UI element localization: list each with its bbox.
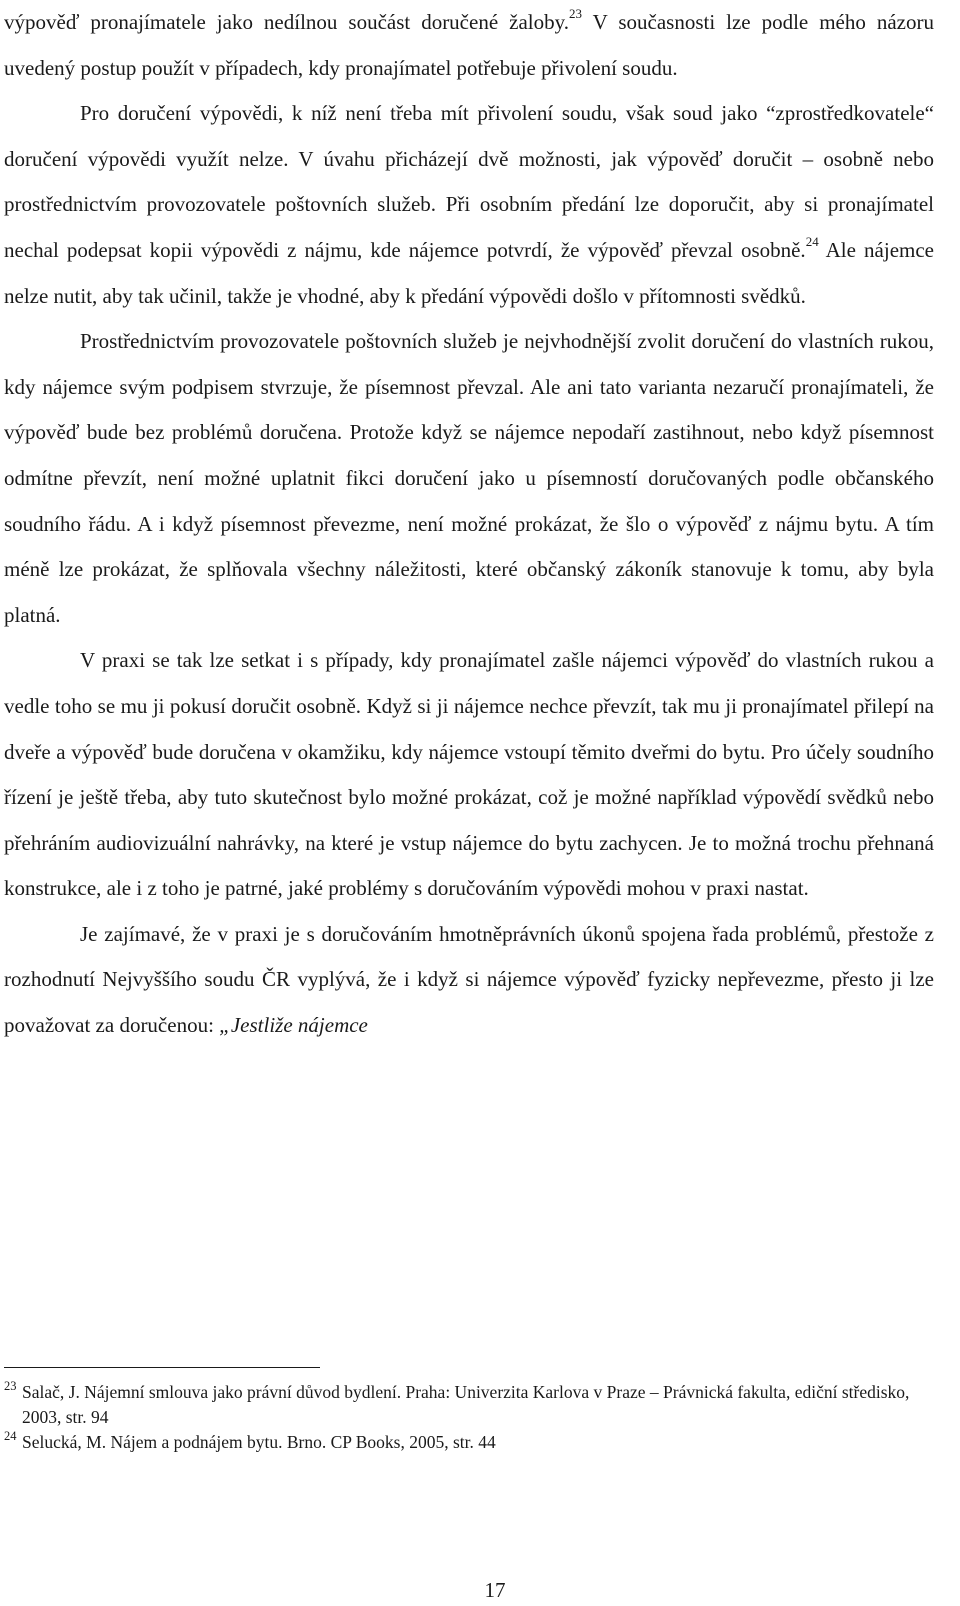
footnote-ref-23[interactable]: 23: [568, 6, 582, 21]
paragraph-3-text: Prostřednictvím provozovatele poštovních služeb je nejvhodnější zvolit doručení do vlastních rukou, kdy nájemce svým podpisem stvrzuje, že písemnost převzal. Ale ani tato varianta nezaručí pronajímateli, že výpověď bude bez problémů doručena. Protože když se nájemce nepodaří zastihnout, nebo když písemnost odmítne převzít, není možné uplatnit fikci doručení jako u písemností doručovaných podle občanského soudního řádu. A i když písemnost převezme, není možné prokázat, že šlo o výpověď z nájmu bytu. A tím méně lze prokázat, že splňovala všechny náležitosti, které občanský zákoník stanovuje k tomu, aby byla platná.: [4, 329, 934, 627]
footnote-24: [4, 1430, 934, 1455]
paragraph-1-text: výpověď pronajímatele jako nedílnou součást doručené žaloby.: [4, 10, 569, 34]
paragraph-5-text: Je zajímavé, že v praxi je s doručováním hmotněprávních úkonů spojena řada problémů, přestože z rozhodnutí Nejvyššího soudu ČR vyplývá, že i když si nájemce výpověď fyzicky nepřevezme, přesto ji lze považovat za doručenou:: [4, 921, 934, 1038]
paragraph-2-text-cont: Ale nájemce nelze nutit, aby tak učinil, takže je vhodné, aby k předání výpovědi došlo v přítomnosti svědků.: [4, 237, 934, 308]
footnotes: [4, 1380, 934, 1455]
footnote-23: [4, 1380, 934, 1430]
footnote-number: 23: [4, 1379, 17, 1393]
page-number: 17: [484, 1578, 506, 1602]
footnote-separator: [4, 1367, 320, 1368]
paragraph-5-quote: „Jestliže nájemce: [219, 1013, 368, 1038]
paragraph-4: [4, 638, 934, 912]
footnote-ref-24[interactable]: 24: [805, 233, 819, 249]
paragraph-2: [4, 91, 934, 319]
paragraph-4-text: V praxi se tak lze setkat i s případy, kdy pronajímatel zašle nájemci výpověď do vlastních rukou a vedle toho se mu ji pokusí doručit osobně. Když si ji nájemce nechce převzít, tak mu ji pronajímatel přilepí na dveře a výpověď bude doručena v okamžiku, kdy nájemce vstoupí těmito dveřmi do bytu. Pro účely soudního řízení je ještě třeba, aby tuto skutečnost bylo možné prokázat, což je možné například výpovědí svědků nebo přehráním audiovizuální nahrávky, na které je vstup nájemce do bytu zachycen. Je to možná trochu přehnaná konstrukce, ale i z toho je patrné, jaké problémy s doručováním výpovědi mohou v praxi nastat.: [4, 648, 934, 901]
footnote-text: Salač, J. Nájemní smlouva jako právní důvod bydlení. Praha: Univerzita Karlova v Praze – Právnická fakulta, ediční středisko, 2003, str. 94: [22, 1382, 910, 1427]
footnote-text: Selucká, M. Nájem a podnájem bytu. Brno. CP Books, 2005, str. 44: [22, 1432, 496, 1452]
body-text: [4, 0, 934, 1049]
paragraph-5: [4, 912, 934, 1049]
paragraph-3: [4, 319, 934, 638]
footnote-number: 24: [4, 1429, 17, 1443]
paragraph-1: [4, 0, 934, 91]
paragraph-2-text: Pro doručení výpovědi, k níž není třeba mít přivolení soudu, však soud jako “zprostředkovatele“ doručení výpovědi využít nelze. V úvahu přicházejí dvě možnosti, jak výpověď doručit – osobně nebo prostřednictvím provozovatele poštovních služeb. Při osobním předání lze doporučit, aby si pronajímatel nechal podepsat kopii výpovědi z nájmu, kde nájemce potvrdí, že výpověď převzal osobně.: [4, 101, 934, 262]
paragraph-1-text-cont: V současnosti lze podle mého názoru uvedený postup použít v případech, kdy pronajímatel potřebuje přivolení soudu.: [4, 10, 934, 80]
